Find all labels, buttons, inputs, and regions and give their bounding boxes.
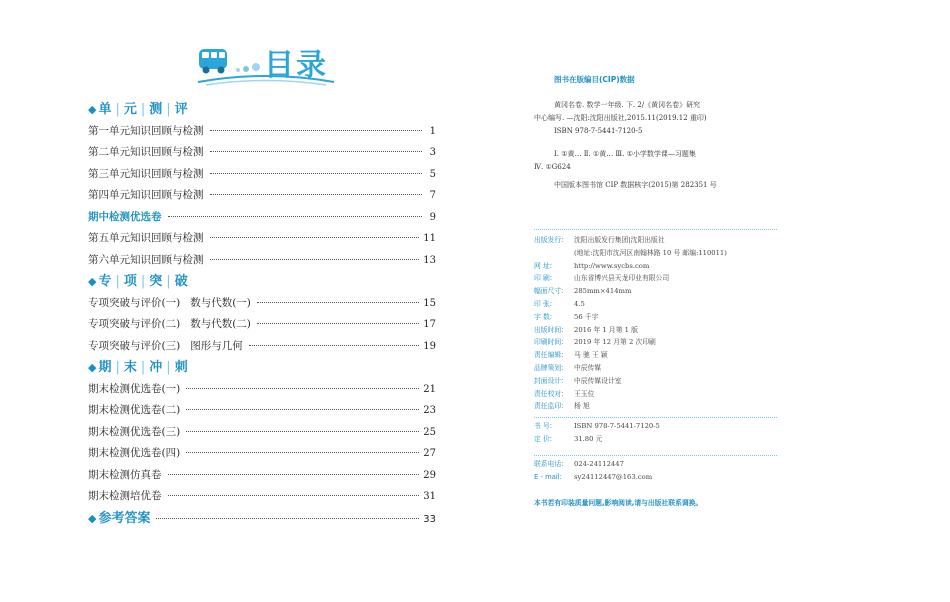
dot-leader bbox=[257, 322, 419, 324]
dot-leader bbox=[210, 258, 420, 260]
toc-section-heading bbox=[88, 271, 436, 293]
toc-answers-label bbox=[88, 508, 150, 530]
toc-entry-subtitle: 图形与几何 bbox=[190, 339, 243, 352]
cip-national-line: 中国版本图书馆 CIP 数据核字(2015)第 282351 号 bbox=[554, 181, 717, 189]
toc-entry[interactable] bbox=[88, 207, 436, 229]
page-number: 5 bbox=[429, 168, 436, 180]
info-value: sy24112447@163.com bbox=[574, 472, 653, 481]
cip-block bbox=[534, 74, 794, 190]
toc-entry-label: 专项突破与评价(一) bbox=[88, 296, 181, 309]
info-row bbox=[534, 298, 794, 311]
info-value: 山东省博兴县天龙印业有限公司 bbox=[574, 274, 670, 283]
dot-leader bbox=[168, 473, 420, 475]
dot-leader bbox=[210, 172, 423, 174]
divider bbox=[534, 455, 777, 456]
toc-section-heading bbox=[88, 99, 436, 121]
info-row bbox=[534, 234, 794, 247]
info-value: http://www.sycbs.com bbox=[574, 261, 650, 270]
info-value: 杨 旭 bbox=[574, 402, 590, 411]
info-key: 印 刷: bbox=[534, 274, 553, 283]
toc-entry-label: 第二单元知识回顾与检测 bbox=[88, 146, 204, 158]
info-row bbox=[534, 420, 794, 433]
contact-info bbox=[534, 458, 794, 484]
info-key: 联系电话: bbox=[534, 460, 564, 468]
dot-leader bbox=[186, 451, 419, 453]
info-value: 王玉位 bbox=[574, 389, 595, 398]
toc-entry-label: 期中检测优选卷 bbox=[88, 210, 162, 223]
separator: | bbox=[115, 274, 120, 289]
info-value: 56 千字 bbox=[574, 312, 599, 321]
section-char: 刺 bbox=[174, 360, 188, 375]
toc-entry[interactable] bbox=[88, 379, 436, 401]
dot-leader bbox=[186, 408, 419, 410]
info-value: ISBN 978-7-5441-7120-5 bbox=[574, 422, 660, 430]
toc-entry-label: 期末检测优选卷(二) bbox=[88, 404, 181, 416]
info-key: 出版发行: bbox=[534, 236, 564, 244]
dot-leader bbox=[210, 236, 420, 238]
separator: | bbox=[140, 274, 146, 289]
info-row bbox=[534, 471, 794, 484]
dot-leader bbox=[249, 344, 420, 346]
section-char: 测 bbox=[149, 102, 163, 117]
toc-entry-subtitle: 数与代数(一) bbox=[190, 296, 251, 309]
info-row bbox=[534, 388, 794, 401]
page-number: 17 bbox=[423, 319, 436, 330]
separator: | bbox=[115, 102, 120, 117]
info-key: 书 号: bbox=[534, 422, 553, 430]
section-char: 期 bbox=[98, 360, 112, 375]
toc-entry-label: 期末检测培优卷 bbox=[88, 490, 162, 502]
toc-entry-label: 期末检测仿真卷 bbox=[88, 468, 162, 481]
toc-entry[interactable] bbox=[88, 164, 436, 186]
section-char: 末 bbox=[123, 360, 137, 375]
separator: | bbox=[166, 360, 171, 375]
info-value: 2016 年 1 月第 1 版 bbox=[574, 325, 638, 334]
toc-entry-subtitle: 数与代数(二) bbox=[190, 318, 251, 330]
info-row bbox=[534, 349, 794, 362]
info-value: 31.80 元 bbox=[574, 434, 603, 443]
info-row bbox=[534, 336, 794, 349]
info-row bbox=[534, 272, 794, 285]
toc-entry-label: 期末检测优选卷(三) bbox=[88, 425, 181, 438]
info-value: 中辰传媒设计室 bbox=[574, 376, 622, 385]
info-key: 责任校对: bbox=[534, 389, 564, 398]
section-char: 项 bbox=[123, 274, 137, 289]
toc-entry[interactable] bbox=[88, 142, 436, 164]
page-number: 1 bbox=[429, 125, 436, 137]
address-line: (地址:沈阳市沈河区南翰林路 10 号 邮编:110011) bbox=[574, 248, 727, 257]
info-row bbox=[534, 324, 794, 337]
info-key: 定 价: bbox=[534, 434, 553, 443]
page-number: 11 bbox=[423, 233, 436, 244]
dot-leader bbox=[168, 215, 423, 217]
dot-leader bbox=[186, 430, 419, 432]
section-char: 突 bbox=[149, 274, 163, 289]
page-number: 7 bbox=[429, 190, 436, 201]
toc-entry-label: 第六单元知识回顾与检测 bbox=[88, 253, 204, 266]
quality-notice: 本书若有印装质量问题,影响阅读,请与出版社联系调换。 bbox=[534, 499, 703, 507]
page-number: 25 bbox=[423, 426, 436, 438]
info-row bbox=[534, 260, 794, 273]
info-value: 马 驰 王 颖 bbox=[574, 351, 608, 360]
info-row bbox=[534, 400, 794, 413]
info-key: 责任监印: bbox=[534, 402, 564, 411]
toc-entry[interactable] bbox=[88, 314, 436, 336]
toc-entry-answers[interactable] bbox=[88, 508, 436, 530]
diamond-icon: ◆ bbox=[88, 511, 97, 525]
toc-entry-label: 第三单元知识回顾与检测 bbox=[88, 167, 204, 180]
page-number: 3 bbox=[429, 147, 436, 158]
toc-entry[interactable] bbox=[88, 443, 436, 465]
dot-leader bbox=[186, 387, 419, 389]
section-char: 评 bbox=[174, 102, 188, 117]
toc-entry[interactable] bbox=[88, 185, 436, 207]
section-char: 单 bbox=[98, 102, 112, 117]
page-number: 19 bbox=[423, 340, 436, 352]
table-of-contents bbox=[88, 99, 436, 529]
dot-leader bbox=[210, 129, 423, 131]
separator: | bbox=[166, 274, 171, 289]
dot-leader bbox=[168, 494, 420, 496]
publication-info bbox=[534, 234, 794, 413]
info-key: 印 张: bbox=[534, 299, 553, 308]
toc-entry-label: 第四单元知识回顾与检测 bbox=[88, 189, 204, 201]
info-key: 品牌策划: bbox=[534, 363, 564, 372]
cip-line: 黄冈名卷. 数学一年级. 下. 2/《黄冈名卷》研究 bbox=[554, 101, 701, 109]
cip-subject-line: Ⅰ. ①黄… Ⅱ. ①黄… Ⅲ. ①小学数学课—习题集 bbox=[554, 150, 696, 158]
info-row bbox=[534, 285, 794, 298]
info-key: 封面设计: bbox=[534, 376, 564, 385]
toc-entry-label: 第五单元知识回顾与检测 bbox=[88, 232, 204, 244]
toc-entry-label: 第一单元知识回顾与检测 bbox=[88, 124, 204, 137]
toc-header bbox=[196, 38, 336, 86]
separator: | bbox=[140, 360, 146, 375]
dot-leader bbox=[257, 301, 419, 303]
page-number: 33 bbox=[423, 513, 436, 525]
info-value: 2019 年 12 月第 2 次印刷 bbox=[574, 338, 656, 347]
info-row bbox=[534, 433, 794, 446]
cip-line: ISBN 978-7-5441-7120-5 bbox=[554, 127, 643, 135]
section-char: 专 bbox=[98, 274, 112, 289]
cip-line: 中心编写. —沈阳:沈阳出版社,2015.11(2019.12 重印) bbox=[534, 114, 707, 122]
dot-leader bbox=[156, 517, 419, 519]
diamond-icon: ◆ bbox=[88, 275, 97, 288]
info-value: 024-24112447 bbox=[574, 460, 624, 468]
toc-entry[interactable] bbox=[88, 228, 436, 250]
cip-subject-line: Ⅳ. ①G624 bbox=[534, 163, 571, 171]
toc-entry[interactable] bbox=[88, 422, 436, 444]
toc-title: 目录 bbox=[264, 48, 328, 83]
dot-leader bbox=[210, 150, 423, 152]
info-key: 印刷时间: bbox=[534, 338, 564, 347]
info-row bbox=[534, 375, 794, 388]
info-key: 幅面尺寸: bbox=[534, 287, 564, 296]
page-number: 15 bbox=[423, 297, 436, 309]
info-key: 字 数: bbox=[534, 312, 553, 321]
toc-section-heading bbox=[88, 357, 436, 379]
toc-entry-label: 专项突破与评价(三) bbox=[88, 339, 181, 352]
price-info bbox=[534, 420, 794, 446]
info-key: 责任编辑: bbox=[534, 351, 564, 360]
page-number: 27 bbox=[423, 448, 436, 459]
toc-entry[interactable] bbox=[88, 293, 436, 315]
section-char: 元 bbox=[123, 102, 137, 117]
toc-entry[interactable] bbox=[88, 400, 436, 422]
page-number: 31 bbox=[423, 491, 436, 502]
page-number: 13 bbox=[423, 254, 436, 266]
page-number: 21 bbox=[423, 383, 436, 395]
swoosh-decoration bbox=[196, 72, 336, 88]
cip-heading: 图书在版编目(CIP)数据 bbox=[554, 75, 635, 84]
info-key: E - mail: bbox=[534, 472, 562, 481]
info-key: 出版时间: bbox=[534, 325, 564, 334]
toc-entry[interactable] bbox=[88, 486, 436, 508]
info-value: 285mm×414mm bbox=[574, 287, 632, 296]
dot-leader bbox=[210, 193, 423, 195]
info-value: 4.5 bbox=[574, 299, 585, 308]
section-char: 冲 bbox=[149, 360, 163, 375]
page-number: 29 bbox=[423, 469, 436, 481]
toc-entry-label: 专项突破与评价(二) bbox=[88, 318, 181, 330]
toc-entry-label: 期末检测优选卷(四) bbox=[88, 447, 181, 459]
info-row bbox=[534, 458, 794, 471]
separator: | bbox=[140, 102, 146, 117]
divider bbox=[534, 417, 777, 418]
separator: | bbox=[115, 360, 120, 375]
section-char: 破 bbox=[174, 274, 188, 289]
info-key: 网 址: bbox=[534, 261, 553, 270]
diamond-icon: ◆ bbox=[88, 103, 97, 116]
toc-entry[interactable] bbox=[88, 121, 436, 143]
answers-text: 参考答案 bbox=[98, 510, 151, 526]
info-row bbox=[534, 362, 794, 375]
toc-entry[interactable] bbox=[88, 336, 436, 358]
page-number: 23 bbox=[423, 405, 436, 416]
info-row bbox=[534, 311, 794, 324]
page-number: 9 bbox=[429, 211, 436, 223]
info-value: 沈阳出版发行集团|沈阳出版社 bbox=[574, 236, 665, 244]
diamond-icon: ◆ bbox=[88, 361, 97, 374]
toc-entry-label: 期末检测优选卷(一) bbox=[88, 382, 181, 395]
divider bbox=[534, 229, 777, 230]
separator: | bbox=[166, 102, 171, 117]
info-value: 中辰传媒 bbox=[574, 363, 602, 372]
toc-entry[interactable] bbox=[88, 465, 436, 487]
toc-entry[interactable] bbox=[88, 250, 436, 272]
